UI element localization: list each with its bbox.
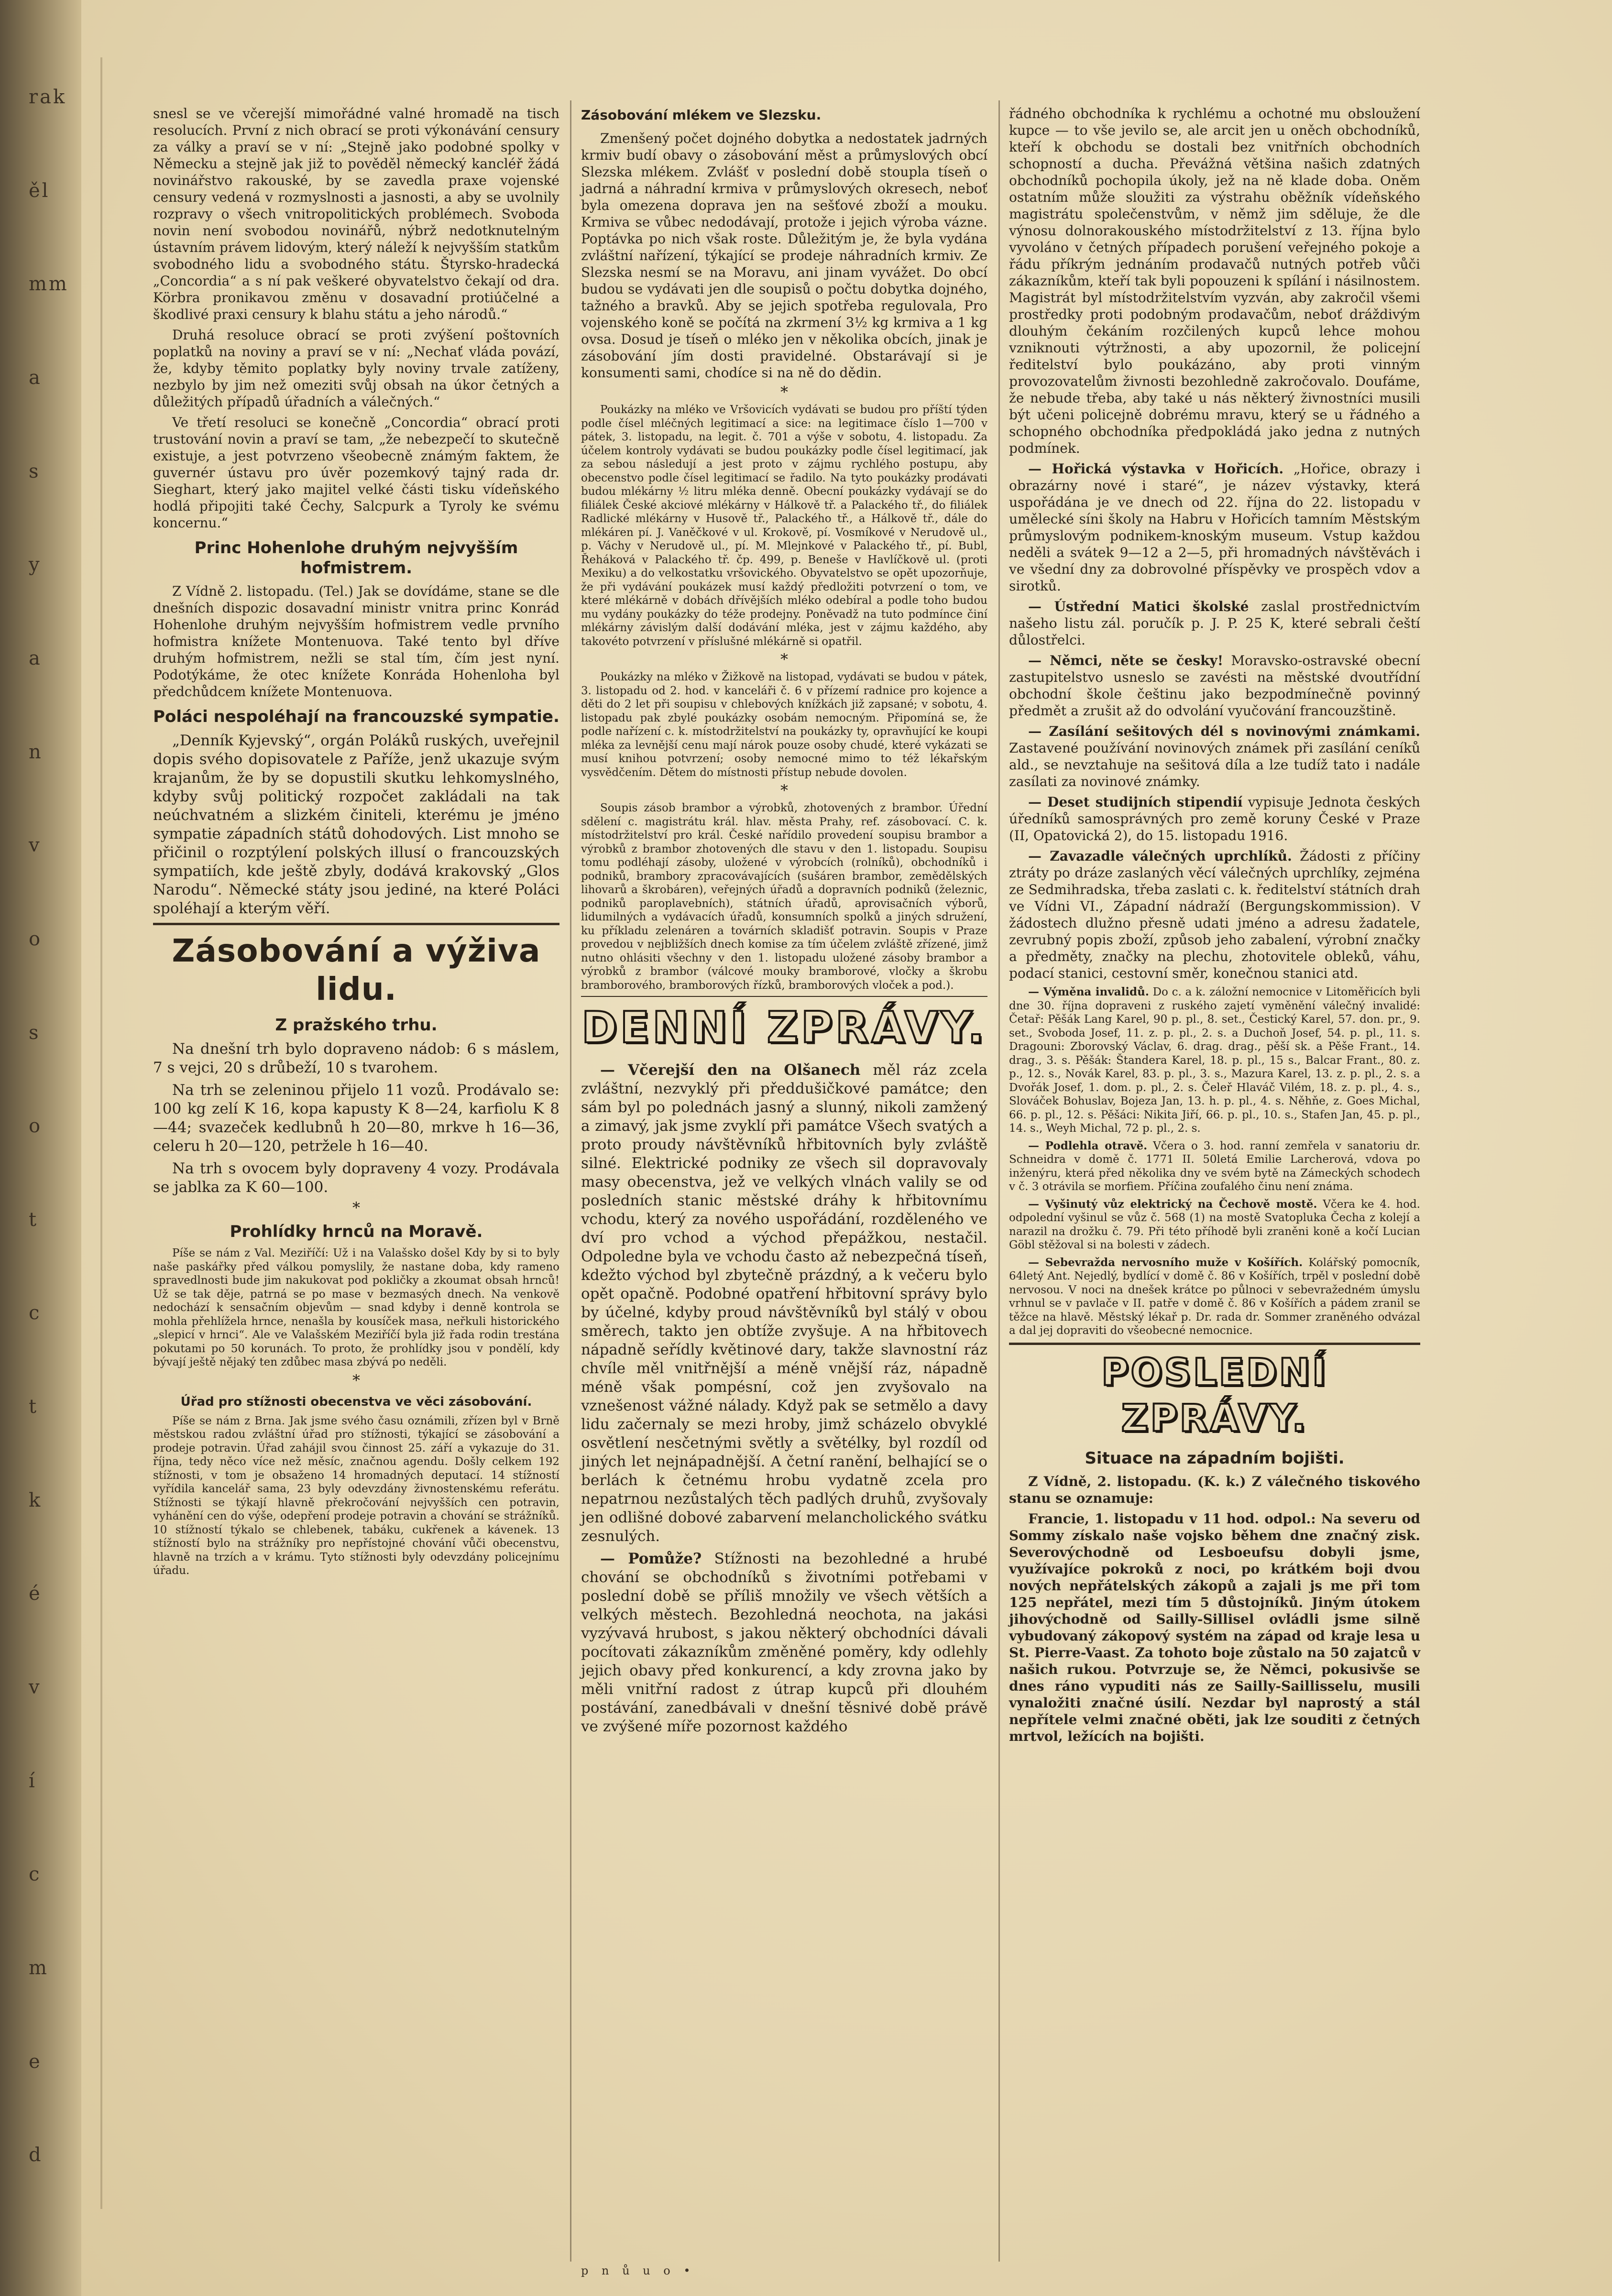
article-pomuze-text: Stížnosti na bezohledné a hrubé chování se obchodníků s životními potřebami v poslední době se příliš množily ve všech větších a velkých městech. Bezohledná neochota, na jakási vyzývavá hrubost, s jakou některý obchodníci dávali pocítovati zákazníkům změněné poměry, kdy odlehly jejich obavy před konkurencí, a kdy zrovna jako by měli vnitřní radost z útrap kupců při dlouhém postávání, zanedbávali v dnešní těsnivé době právě ve zvýšené míře pozornost každého (581, 1550, 988, 1735)
column-rule (998, 100, 1000, 2262)
column-3 (1009, 105, 1420, 1749)
article-horice (1009, 460, 1420, 594)
headline-pomuze: — Pomůže? (600, 1550, 702, 1567)
article-otrava-text: Včera o 3. hod. ranní zemřela v sanatoriu dr. Schneidra v domě č. 1771 II. 50letá Emilie Larcherová, vdova po inženýru, která před několika dny ve svém bytě na Zámeckých schodech v č. 3 otrávila se morfiem. Příčina zoufalého činu není známa. (1009, 1139, 1420, 1193)
headline-hrnce: Prohlídky hrnců na Moravě. (230, 1222, 483, 1241)
edge-fragment: c (29, 1863, 42, 1886)
market-vegetables: Na trh se zeleninou přijelo 11 vozů. Prodávalo se: 100 kg zelí K 16, kopa kapusty K 8—24, karfiolu K 8—44; svazeček kedlubnů h 20—80, mrkve h 16—36, celeru h 20—120, petržele h 16—40. (153, 1082, 559, 1155)
edge-fragment: e (29, 2050, 42, 2073)
article-most (1009, 1198, 1420, 1252)
article-stipendia (1009, 794, 1420, 844)
article-vrsovice: Poukázky na mléko ve Vršovicích vydávati se budou pro příští týden podle čísel mléčných legitimací a sice: na legitimace číslo 1—700 v pátek, 3. listopadu, na legit. č. 701 a výše v sobotu, 4. listopadu. Za účelem kontroly vydávati se budou poukázky podle čísel legitimací, jak za sebou následují a jest proto v zájmu rychlého postupu, aby obecenstvo podle čísel legitimací se řadilo. Na tyto poukázky prodávati budou mlékárny ½ litru mléka denně. Obecní poukázky vydávají se do filiálek České akciové mlékárny v Hálkově tř. a Palackého tř., do filiálek Radlické mlékárny v Husově tř., Palackého tř., a Hálkově tř., dále do mlékáren pí. J. Vaněčkové v ul. Krokově, pí. Vosmíkové v Nerudově ul., p. Váchy v Nerudově ul., pí. M. Mlejnkové v Palackého tř., pí. Bubl, Řeháková v Palackého tř. čp. 499, p. Beneše v Havlíčkově ul. (proti Mexiku) a do velkostatku vršovického. Obyvatelstvo se opět upozorňuje, že při vydávání poukázek musí každý předložiti potvrzení o tom, ve které mlékárně v dobách dřívějších mléko odebíral a podle toho budou mu vydány poukázky do téže prodejny. Poněvadž na tuto podmínce činí mlékárny závislým další dodávání mléka, jest v zájmu každého, aby takovéto potvrzení v příslušné mlékárně si opatřil. (581, 404, 987, 648)
separator-star: * (780, 383, 788, 401)
article-zasilani-text: Zastavené používání novinových známek při zasílání ceníků ald., se nevztahuje na sešitová díla a lze tudíž tato i nadále zasílati za novinové známky. (1009, 740, 1420, 789)
article-uprchlici-text: Žádosti z příčiny ztráty po dráze zaslaných věcí válečných uprchlíky, zejména ze Sedmihradska, třeba zaslati c. k. ředitelství státních drah ve Vídni VI., Západní nádraží (Bergungskommission). V žádostech dlužno přesně udati jméno a adresu žadatele, zevrubný popis zboží, způsob jeho zabalení, výrobní značky a předměty, značky na plechu, zhotovitele obleků, váhu, podací stanici, cestovní směr, konečnou stanici atd. (1009, 848, 1420, 981)
headline-invalide: — Výměna invalidů. (1028, 985, 1149, 998)
market-deliveries: Na dnešní trh bylo dopraveno nádob: 6 s máslem, 7 s vejci, 20 s drůbeží, 10 s tvarohem. (153, 1040, 559, 1076)
dispatch-francie: Francie, 1. listopadu v 11 hod. odpol.: Na severu od Sommy získalo naše vojsko během dne značný zisk. Severovýchodně od Lesboeufsu dobyli jsme, využívajíce pokroků z noci, po krátkém boji dvou nových nepřátelských zákopů a zajali js me při tom 125 nepřátel, mezi tím 5 důstojníků. Jiným útokem jihovýchodně od Sailly-Sillisel ovládli jsme silně vybudovaný zákopový systém na západ od kraje lesa u St. Pierre-Vaast. Za tohoto boje zůstalo na 50 zajatců v našich rukou. Potvrzuje se, že Němci, pokusivše se dnes ráno vypuditi nás ze Sailly-Saillisselu, musili vynaložiti značné úsilí. Nezdar byl naprostý a stál nepřítele velmi značné oběti, jak lze souditi z četných mrtvol, ležících na bojišti. (1009, 1510, 1420, 1744)
article-obchodnici-cont: řádného obchodníka k rychlému a ochotné mu obsloužení kupce — to vše jevilo se, ale arcit jen u oněch obchodníků, kteří k obchodu se dostali bez vnitřních obchodních schopností a ducha. Převážná většina našich zdatných obchodníků pochopila úkoly, jež na ně klade doba. Oněm ostatním může sloužiti za výstrahu oběžník vídeňského magistrátu společenstvům, v němž jim sděluje, že dle výnosu dolnorakouského místodržitelství z 13. října bylo vyvoláno v četných případech porušení veřejného pokoje a řádu příkrým jednáním prodavačů nutných potřeb vůči zákazníkům, kteří tak byli popouzeni k spílání i násilnostem. Magistrát byl místodržitelstvím vyzván, aby zakročil všemi prostředky proti podobným prodavačům, neboť dráždivým dlouhým čekáním rozčilených kupců lehce mohou vzniknouti výtržnosti, a aby upozornil, že policejní ředitelství bylo poukázáno, aby proti vinným provozovatelům živnosti bezohledně zakročovalo. Doufáme, že nebude třeba, aby také u nás některý živnostníci musili být učeni policejně dobrému mravu, který se u řádného a schopného obchodníka předpokládá jako jedna z nutných podmínek. (1009, 106, 1420, 456)
separator-star: * (780, 650, 788, 668)
headline-situace: Situace na západním bojišti. (1085, 1448, 1345, 1468)
edge-fragment: a (29, 366, 42, 389)
separator-star: * (780, 781, 788, 799)
dispatch-intro: Z Vídně, 2. listopadu. (K. k.) Z válečného tiskového stanu se oznamuje: (1009, 1473, 1420, 1506)
headline-hohenlohe: Princ Hohenlohe druhým nejvyšším hofmistrem. (194, 538, 518, 578)
edge-fragment: ěl (29, 179, 50, 202)
separator-star: * (352, 1199, 360, 1217)
article-zizkov: Poukázky na mléko v Žižkově na listopad, vydávati se budou v pátek, 3. listopadu od 2. hod. v kanceláři č. 6 v přízemí radnice pro kojence a děti do 2 let při soupisu v chlebových knížkách již zapsané; v sobotu, 4. listopadu pak zbylé poukázky osobám nemocným. Připomíná se, že podle nařízení c. k. místodržitelství na poukázky ty, opravňující ke koupi mléka za levnější cenu mají nárok pouze osoby chudé, které vykázati se musí knihou potvrzení; osoby nemocné mimo to též lékařským vysvědčením. Dětem do místnosti přístup nebude dovolen. (581, 671, 987, 779)
column-1 (153, 105, 559, 1582)
article-olsany (581, 1061, 987, 1546)
section-title-zasobovani: Zásobování a výživa lidu. (172, 932, 541, 1007)
headline-horice: — Hořická výstavka v Hořicích. (1028, 461, 1284, 477)
headline-uprchlici: — Zavazadle válečných uprchlíků. (1028, 848, 1292, 864)
headline-olsany: — Včerejší den na Olšanech (600, 1061, 861, 1079)
headline-nemci: — Němci, něte se česky! (1028, 653, 1224, 668)
article-matice (1009, 598, 1420, 648)
edge-fragment: rak (29, 86, 67, 108)
section-divider (153, 923, 559, 925)
page-bottom-fragment: p n ů u o • (581, 2264, 695, 2277)
headline-polaci: Poláci nespoléhají na francouzské sympatie. (153, 707, 559, 726)
edge-fragment: d (29, 2144, 43, 2166)
banner-posledni-zpravy (1009, 1350, 1420, 1442)
column-2 (581, 105, 987, 1740)
separator-star: * (352, 1371, 360, 1389)
edge-fragment: v (29, 1676, 42, 1699)
edge-fragment: s (29, 460, 41, 482)
headline-otrava: — Podlehla otravě. (1028, 1139, 1148, 1152)
article-pomuze (581, 1550, 987, 1736)
article-hrnce: Píše se nám z Val. Meziříčí: Už i na Valašsko došel Kdy by si to byly naše paskářky před válkou pomyslily, že nastane doba, kdy rameno spravedlnosti bude jim nakukovat pod pokličky a zkoumat obsah hrnců! Už se tak děje, patrná se po mase v bezmasých dnech. Na venkově nedochází k sensačním objevům — snad kdyby i denně kontrola se mohla přehlížela hrnce, nenašla by kousíček masa, neřkuli historického „slepicí v hrnci“. Ale ve Valašském Meziříčí byla již řada rodin trestána pokutami po 50 korunách. To proto, že prohlídky jsou v pondělí, kdy bývají ještě nějaký ten zdůbec masa zbývá po neděli. (153, 1247, 559, 1368)
column-rule (570, 100, 571, 2262)
article-horice-text: „Hořice, obrazy i obrazárny nové i staré“, je název výstavky, která uspořádána je ve dnech od 22. října do 22. listopadu v umělecké síni školy na Habru v Hořicích tamním Městským průmyslovým podnikem-knoským museum. Vstup každou neděli a svátek 9—12 a 2—5, při hromadných návštěvách i ve všední dny za dobrovolné příspěvky ve prospěch vdov a sirotků. (1009, 461, 1420, 594)
edge-fragment: a (29, 647, 42, 669)
article-slezsko: Zmenšený počet dojného dobytka a nedostatek jadrných krmiv budí obavy o zásobování měst a průmyslových obcí Slezska mlékem. Zvlášť v poslední době stoupla tíseň o jadrná a náhradní krmiva v průmyslových okresech, neboť byla omezena doprava jen na sešťové zboží a mouku. Krmiva se vůbec nedodávají, protože i jejich výroba vázne. Poptávka po nich však roste. Důležitým je, že byla vydána zvláštní nařízení, týkající se prodeje náhradních krmiv. Ze Slezska nesmí se na Moravu, ani jinam vyvážet. Do obcí budou se vydávati jen dle soupisů o počtu dobytka dojného, tažného a bravků. Aby se jejich spotřeba regulovala, Pro vojenského koně se počítá na zkrmení 3½ kg krmiva a 1 kg ovsa. Dosud je tíseň o mléko jen v několika obcích, jinak je zásobování jím dosti pravidelné. Obstarávají si je konsumenti sami, chodíce si na ně do dědin. (581, 131, 987, 381)
banner-posledni-zpravy-text: POSLEDNÍ ZPRÁVY. (1101, 1351, 1328, 1440)
article-nemci-text: Moravsko-ostravské obecní zastupitelstvo usneslo se zavésti na městské dvoutřídní obchodní škole češtinu jako bezpodmínečně povinný předmět a zrušit až do odvolání vyučování francouzštině. (1009, 653, 1421, 719)
binding-edge (0, 0, 81, 2296)
article-sebevrazda-text: Kolářský pomocník, 64letý Ant. Nejedlý, bydlící v domě č. 86 v Košířích, trpěl v poslední době nervosou. V noci na dnešek krátce po půlnoci v sebevražedném úmyslu vrhnul se v pavlače v II. patře v domě č. 86 v Košířích a pádem zranil se těžce na hlavě. Městský lékař p. Dr. rada dr. Sommer zraněného odvázal a dal jej dopraviti do všeobecné nemocnice. (1009, 1256, 1421, 1337)
edge-fragment: o (29, 928, 43, 950)
headline-prazsky-trh: Z pražského trhu. (275, 1016, 438, 1035)
article-sebevrazda (1009, 1256, 1420, 1338)
headline-urad-stiznosti: Úřad pro stížnosti obecenstva ve věci zásobování. (180, 1394, 532, 1409)
edge-fragment: v (29, 834, 42, 857)
banner-denni-zpravy-text: DENNÍ ZPRÁVY. (581, 1003, 987, 1053)
edge-fragment: s (29, 1021, 41, 1044)
headline-zasilani: — Zasílání sešitových dél s novinovými známkami. (1028, 723, 1420, 739)
article-urad-stiznosti: Píše se nám z Brna. Jak jsme svého času oznámili, zřízen byl v Brně městskou radou zvláštní úřad pro stížnosti, týkající se zásobování a prodeje potravin. Úřad zahájil svou činnost 25. září a vykazuje do 31. října, tedy něco více než měsíc, značnou agendu. Došly celkem 192 stížnosti, v tom je obsaženo 14 hromadných deputací. 14 stížností vyřídila kancelář sama, 23 byly odevzdány živnostenskému referátu. Stížnosti se týkají hlavně překročování nejvyšších cen potravin, vyhánění cen do výše, odepření prodeje potravin a chování se strážníků. 10 stížností týkalo se chlebenek, tabáku, cukřenek a kávenek. 13 stížností bylo na strážníky pro nepřístojné chování vůči obecenstvu, hlavně na trzích a v krámu. Tyto stížnosti byly odevzdány policejnímu úřadu. (153, 1414, 559, 1577)
edge-fragment: í (29, 1770, 37, 1792)
article-olsany-text: měl ráz zcela zvláštní, nezvyklý při předdušičkové památce; den sám byl po polednách jasný a slunný, nikoli zamžený a zimavý, jak jsme zvyklí při památce Všech svatých a proto proudy návštěvníků hřbitovních byly zvláště silné. Elektrické podniky ze všech sil dopravovaly masy obecenstva, jež ve velkých vlnách valily se od posledních stanic městské dráhy k hřbitovnímu vchodu, který za nového uspořádání, rozděleného ve dví pro vchod a východ přepážkou, nestačil. Odpoledne byla ve vchodu často až nebezpečná tíseň, kdežto východ byl zbytečně prázdný, a k večeru bylo opět opačně. Podobné opatření hřbitovní správy bylo by účelné, kdyby proud návštěvníků byl stálý v obou směrech, takto jen obtíže zvyšuje. A na hřbitovech nápadně seřídly květinové dary, takže slavnostní ráz chvíle měl vnitřnější a méně vnější ráz, nápadně méně však pompésní, což jen zvyšovalo na vznešenost vážné nálady. Když pak se setmělo a davy lidu začernaly se mezi hroby, jimž scházelo obvyklé osvětlení nesčetnými světly a světélky, byl rozdíl od jiných let nejnápadnější. A četní ranění, belhající se o berlách k četnému hrobu vydatně zcela pro nepatrnou nezůstalých těch padlých druhů, zvyšovaly jen odlišné dobové zabarvení melancholického svátku zesnulých. (581, 1061, 987, 1545)
headline-most: — Vyšinutý vůz elektrický na Čechově mostě. (1028, 1197, 1317, 1211)
section-divider (1009, 1343, 1420, 1345)
article-hohenlohe: Z Vídně 2. listopadu. (Tel.) Jak se dovídáme, stane se dle dnešních dispozic dosavadní ministr vnitra princ Konrád Hohenlohe druhým nejvyšším hofmistrem vedle prvního hofmistra knížete Montenuova. Také tento byl dříve druhým hofmistrem, nežli se stal tím, čím jest nyní. Podotýkáme, že otec knížete Konráda Hohenloha byl předchůdcem knížete Montenuova. (153, 583, 559, 700)
headline-sebevrazda: — Sebevražda nervosního muže v Košířích. (1028, 1256, 1303, 1269)
article-uprchlici (1009, 848, 1420, 982)
article-otrava (1009, 1139, 1420, 1194)
edge-fragment: k (29, 1489, 43, 1511)
edge-fragment: m (29, 1957, 49, 1979)
edge-fragment: t (29, 1208, 39, 1231)
edge-fragment: é (29, 1583, 42, 1605)
section-divider (581, 996, 987, 997)
headline-slezsko: Zásobování mlékem ve Slezsku. (581, 107, 822, 123)
edge-fragment: y (29, 554, 42, 576)
spine-shadow (100, 57, 102, 2209)
article-invalide-text: Do c. a k. záložní nemocnice v Litoměřicích byli dne 30. října dopraveni z ruského zajetí vyměnění válečný invalidé: Četař: Pěšák Lang Karel, 90 p. pl., 8. set., Čestický Karel, 57. don. pr., 9. set., Svoboda Josef, 11. z. p. pl., 2. s. a Duchoň Josef, 54. p. pl., 11. s. Dragouni: Zborovský Václav, 6. drag. drag., pěší sk. a Pěše Frant., 14. drag., 3. s. Pěšák: Štandera Karel, 18. p. pl., 15 s., Balcar Frant., 80. z. p., 12. s., Novák Karel, 83. p. pl., 3. s., Mazura Karel, 13. z. p. pl., 2. s. a Dvořák Josef, 1. dom. p. pl., 2. s. Čeleř Hlaváč Vilém, 18. z. p. pl., 4. s., Slováček Bohuslav, Bojeza Jan, 13. h. p. pl., 4. s. Něhňe, z. Goes Michal, 66. p. pl., 12. s. Pěšáci: Nikita Jiří, 66. p. pl., 10. s., Stafen Jan, 45. p. pl., 14. s., Weyh Michal, 72 p. pl., 2. s. (1009, 986, 1421, 1135)
edge-fragment: mm (29, 273, 69, 295)
article-most-text: Včera ke 4. hod. odpolední vyšinul se vůz č. 568 (1) na mostě Svatopluka Čecha z kolejí a narazil na drožku č. 79. Při této příhodě byli zraněni koně a kočí Lucian Göbl stěžoval si na bolesti v zádech. (1009, 1198, 1420, 1251)
edge-fragment: c (29, 1302, 42, 1324)
edge-fragment: t (29, 1396, 39, 1418)
article-zasilani (1009, 723, 1420, 790)
article-invalide (1009, 985, 1420, 1136)
concordia-resolution-1: snesl se ve včerejší mimořádné valné hromadě na tisch resolucích. První z nich obrací se proti výkonávání censury za války a praví se v ní: „Stejně jako podobné spolky v Německu a stejně jak již to pověděl německý kancléř žádá novinářstvo rakouské, by se zavedla praxe vojenské censury vedená v rozmyslnosti a jasnosti, a aby se uvolnily rozpravy o všech vnitropolitických problémech. Svoboda novin není svobodou novinářů, nýbrž nedotknutelným ústavním právem lidovým, který náleží k nejvyšším statkům svobodného lidu a svobodného státu. Štyrsko-hradecká „Concordia“ a s ní pak veškeré obyvatelstvo čekají od dra. Körbra pronikavou změnu v dosavadní protiúčelné a škodlivé praxi censury k blahu státu a jeho národů.“ (153, 106, 559, 322)
article-stipendia-text: vypisuje Jednota českých úředníků samosprávných pro země koruny České v Praze (II, Opatovická 2), do 15. listopadu 1916. (1009, 794, 1420, 843)
market-fruit: Na trh s ovocem byly dopraveny 4 vozy. Prodávala se jablka za K 60—100. (153, 1160, 559, 1196)
article-brambory: Soupis zásob brambor a výrobků, zhotovených z brambor. Úřední sdělení c. magistrátu král. hlav. města Prahy, ref. zásobovací. C. k. místodržitelství pro král. České nařídilo provedení soupisu brambor a výrobků z brambor zhotovených dle stavu v den 1. listopadu. Soupisu tomu podléhají zásoby, uložené v výrobcích (rolníků), obchodníků i podniků, brambory zpracovávajících (sušáren brambor, zemědělských lihovarů a škrobáren), veřejných úřadů a dopravních podniků (železnic, podniků paroplavebních), státních úřadů, aprovisačních výborů, lidumilných a vydávacích úřadů, konsumních spolků a jiných sdružení, ku příkladu zelenáren a továrních skladišť potravin. Soupis v Praze provedou v nejbližších dnech komise za tím účelem zvláště zřízené, jimž nutno ohlásiti všechny v den 1. listopadu uložené zásoby brambor a výrobků z brambor (válcové mouky bramborové, vločky a škrobu bramborového, bramborových řízků, bramborových vloček a pod.). (581, 802, 987, 992)
edge-fragment: o (29, 1115, 43, 1137)
article-polaci: „Denník Kyjevský“, orgán Poláků ruských, uveřejnil dopis svého dopisovatele z Paříže, jenž ukazuje svým krajanům, že by se dopustili skutku lehkomyslného, kdyby svůj politický rozpočet zakládali na tak neúchvatném a slizkém činiteli, kterému je jméno sympatie západních států dohodových. List mnoho se přičinil o rozptýlení polských illusí o francouzských sympatiích, kde ještě zbyly, dodává krakovský „Glos Narodu“. Německé státy jsou jediné, na které Poláci spoléhají a kterým věří. (153, 732, 559, 917)
concordia-resolution-2: Druhá resoluce obrací se proti zvýšení poštovních poplatků na noviny a praví se v ní: „Nechať vláda povází, že, kdyby těmito poplatky byly noviny trvale zatíženy, nezbylo by jim než omeziti svůj obsah na úkor četných a důležitých případů úřadních a válečných.“ (153, 327, 559, 410)
headline-stipendia: — Deset studijních stipendií (1028, 794, 1243, 810)
article-matice-text: zaslal prostřednictvím našeho listu zál. poručík p. J. P. 25 K, které sebrali čeští důlostřelci. (1009, 599, 1420, 648)
headline-matice: — Ústřední Matici školské (1028, 599, 1249, 614)
concordia-resolution-3: Ve třetí resoluci se konečně „Concordia“ obrací proti trustování novin a praví se tam, „že nebezpečí to skutečně existuje, a jest potvrzeno všeobecně známým faktem, že guvernér ústavu pro úvěr pozemkový tajný rada dr. Sieghart, který jako majitel velké části tisku vídeňského hodlá připojiti také Čechy, Salcpurk a Tyroly ke svému koncernu.“ (153, 415, 559, 531)
article-nemci (1009, 652, 1420, 719)
banner-denni-zpravy (581, 1002, 987, 1054)
edge-fragment: n (29, 741, 43, 763)
